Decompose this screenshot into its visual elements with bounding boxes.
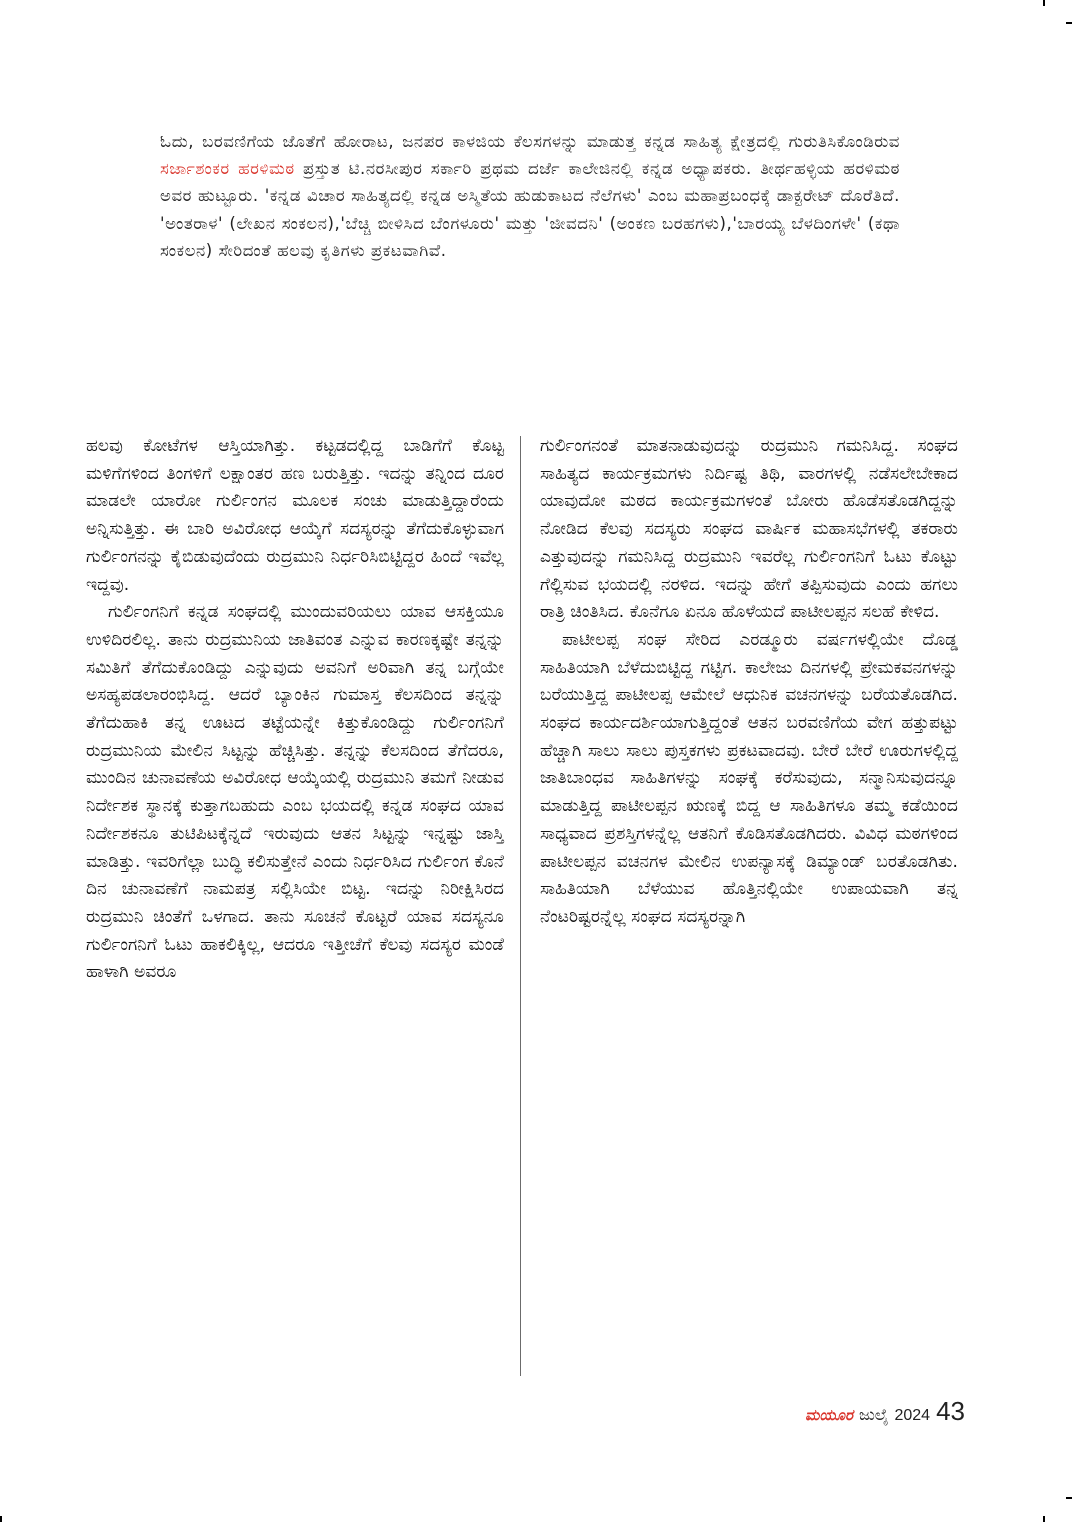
page-number: 43 xyxy=(936,1396,965,1426)
paragraph: ಗುರ್ಲಿಂಗನಿಗೆ ಕನ್ನಡ ಸಂಘದಲ್ಲಿ ಮುಂದುವರಿಯಲು ಯಾವ ಆಸಕ್ತಿಯೂ ಉಳಿದಿರಲಿಲ್ಲ. ತಾನು ರುದ್ರಮುನಿಯ ಜಾತಿವಂತ ಎನ್ನುವ ಕಾರಣಕ್ಕಷ್ಟೇ ತನ್ನನ್ನು ಸಮಿತಿಗೆ ತೆಗೆದುಕೊಂಡಿದ್ದು ಎನ್ನುವುದು ಅವನಿಗೆ ಅರಿವಾಗಿ ತನ್ನ ಬಗ್ಗೆಯೇ ಅಸಹ್ಯಪಡಲಾರಂಭಿಸಿದ್ದ. ಆದರೆ ಬ್ಯಾಂಕಿನ ಗುಮಾಸ್ತ ಕೆಲಸದಿಂದ ತನ್ನನ್ನು ತೆಗೆದುಹಾಕಿ ತನ್ನ ಊಟದ ತಟ್ಟೆಯನ್ನೇ ಕಿತ್ತುಕೊಂಡಿದ್ದು ಗುರ್ಲಿಂಗನಿಗೆ ರುದ್ರಮುನಿಯ ಮೇಲಿನ ಸಿಟ್ಟನ್ನು ಹೆಚ್ಚಿಸಿತ್ತು. ತನ್ನನ್ನು ಕೆಲಸದಿಂದ ತೆಗೆದರೂ, ಮುಂದಿನ ಚುನಾವಣೆಯ ಅವಿರೋಧ ಆಯ್ಕೆಯಲ್ಲಿ ರುದ್ರಮುನಿ ತಮಗೆ ನೀಡುವ ನಿರ್ದೇಶಕ ಸ್ಥಾನಕ್ಕೆ ಕುತ್ತಾಗಬಹುದು ಎಂಬ ಭಯದಲ್ಲಿ ಕನ್ನಡ ಸಂಘದ ಯಾವ ನಿರ್ದೇಶಕನೂ ತುಟಿಪಿಟಕ್ಕೆನ್ನದೆ ಇರುವುದು ಆತನ ಸಿಟ್ಟನ್ನು ಇನ್ನಷ್ಟು ಜಾಸ್ತಿ ಮಾಡಿತ್ತು. ಇವರಿಗೆಲ್ಲಾ ಬುದ್ಧಿ ಕಲಿಸುತ್ತೇನೆ ಎಂದು ನಿರ್ಧರಿಸಿದ ಗುರ್ಲಿಂಗ ಕೊನೆ ದಿನ ಚುನಾವಣೆಗೆ ನಾಮಪತ್ರ ಸಲ್ಲಿಸಿಯೇ ಬಿಟ್ಟ. ಇದನ್ನು ನಿರೀಕ್ಷಿಸಿರದ ರುದ್ರಮುನಿ ಚಿಂತೆಗೆ ಒಳಗಾದ. ತಾನು ಸೂಚನೆ ಕೊಟ್ಟರೆ ಯಾವ ಸದಸ್ಯನೂ ಗುರ್ಲಿಂಗನಿಗೆ ಓಟು ಹಾಕಲಿಕ್ಕಿಲ್ಲ, ಆದರೂ ಇತ್ತೀಚೆಗೆ ಕೆಲವು ಸದಸ್ಯರ ಮಂಡೆ ಹಾಳಾಗಿ ಅವರೂ xyxy=(86,602,504,983)
author-bio xyxy=(160,128,900,264)
crop-mark xyxy=(1066,22,1072,24)
page-footer xyxy=(755,1396,965,1426)
crop-mark xyxy=(1043,0,1045,6)
author-name: ಸರ್ಜಾಶಂಕರ ಹರಳಿಮಠ xyxy=(160,159,295,179)
right-column xyxy=(540,433,958,932)
crop-mark xyxy=(1043,1516,1045,1522)
crop-mark xyxy=(0,1516,2,1522)
left-column xyxy=(86,433,504,987)
bio-text-after: ಪ್ರಸ್ತುತ ಟಿ.ನರಸೀಪುರ ಸರ್ಕಾರಿ ಪ್ರಥಮ ದರ್ಜೆ ಕಾಲೇಜಿನಲ್ಲಿ ಕನ್ನಡ ಅಧ್ಯಾಪಕರು. ತೀರ್ಥಹಳ್ಳಿಯ ಹರಳಿಮಠ ಅವರ ಹುಟ್ಟೂರು. 'ಕನ್ನಡ ವಿಚಾರ ಸಾಹಿತ್ಯದಲ್ಲಿ ಕನ್ನಡ ಅಸ್ಮಿತೆಯ ಹುಡುಕಾಟದ ನೆಲೆಗಳು' ಎಂಬ ಮಹಾಪ್ರಬಂಧಕ್ಕೆ ಡಾಕ್ಟರೇಟ್ ದೊರೆತಿದೆ. 'ಅಂತರಾಳ' (ಲೇಖನ ಸಂಕಲನ),'ಬೆಚ್ಚಿ ಬೀಳಿಸಿದ ಬೆಂಗಳೂರು' ಮತ್ತು 'ಜೀವದನಿ' (ಅಂಕಣ ಬರಹಗಳು),'ಬಾರಯ್ಯ ಬೆಳದಿಂಗಳೇ' (ಕಥಾ ಸಂಕಲನ) ಸೇರಿದಂತೆ ಹಲವು ಕೃತಿಗಳು ಪ್ರಕಟವಾಗಿವೆ. xyxy=(160,159,900,260)
bio-text-before: ಓದು, ಬರವಣಿಗೆಯ ಜೊತೆಗೆ ಹೋರಾಟ, ಜನಪರ ಕಾಳಜಿಯ ಕೆಲಸಗಳನ್ನು ಮಾಡುತ್ತ ಕನ್ನಡ ಸಾಹಿತ್ಯ ಕ್ಷೇತ್ರದಲ್ಲಿ ಗುರುತಿಸಿಕೊಂಡಿರುವ xyxy=(160,132,900,151)
crop-mark xyxy=(1066,1497,1072,1499)
issue-year: 2024 xyxy=(894,1407,931,1424)
paragraph: ಗುರ್ಲಿಂಗನಂತೆ ಮಾತನಾಡುವುದನ್ನು ರುದ್ರಮುನಿ ಗಮನಿಸಿದ್ದ. ಸಂಘದ ಸಾಹಿತ್ಯದ ಕಾರ್ಯಕ್ರಮಗಳು ನಿರ್ದಿಷ್ಟ ತಿಥಿ, ವಾರಗಳಲ್ಲಿ ನಡೆಸಲೇಬೇಕಾದ ಯಾವುದೋ ಮಠದ ಕಾರ್ಯಕ್ರಮಗಳಂತೆ ಬೋರು ಹೊಡೆಸತೊಡಗಿದ್ದನ್ನು ನೋಡಿದ ಕೆಲವು ಸದಸ್ಯರು ಸಂಘದ ವಾರ್ಷಿಕ ಮಹಾಸಭೆಗಳಲ್ಲಿ ತಕರಾರು ಎತ್ತುವುದನ್ನು ಗಮನಿಸಿದ್ದ ರುದ್ರಮುನಿ ಇವರೆಲ್ಲ ಗುರ್ಲಿಂಗನಿಗೆ ಓಟು ಕೊಟ್ಟು ಗೆಲ್ಲಿಸುವ ಭಯದಲ್ಲಿ ನರಳಿದ. ಇದನ್ನು ಹೇಗೆ ತಪ್ಪಿಸುವುದು ಎಂದು ಹಗಲು ರಾತ್ರಿ ಚಿಂತಿಸಿದ. ಕೊನೆಗೂ ಏನೂ ಹೊಳೆಯದೆ ಪಾಟೀಲಪ್ಪನ ಸಲಹೆ ಕೇಳಿದ. xyxy=(540,436,958,623)
column-divider xyxy=(520,436,521,1376)
magazine-logo: ಮಯೂರ xyxy=(805,1406,853,1424)
paragraph: ಪಾಟೀಲಪ್ಪ ಸಂಘ ಸೇರಿದ ಎರಡ್ಮೂರು ವರ್ಷಗಳಲ್ಲಿಯೇ ದೊಡ್ಡ ಸಾಹಿತಿಯಾಗಿ ಬೆಳೆದುಬಿಟ್ಟಿದ್ದ ಗಟ್ಟಿಗ. ಕಾಲೇಜು ದಿನಗಳಲ್ಲಿ ಪ್ರೇಮಕವನಗಳನ್ನು ಬರೆಯುತ್ತಿದ್ದ ಪಾಟೀಲಪ್ಪ ಆಮೇಲೆ ಆಧುನಿಕ ವಚನಗಳನ್ನು ಬರೆಯತೊಡಗಿದ. ಸಂಘದ ಕಾರ್ಯದರ್ಶಿಯಾಗುತ್ತಿದ್ದಂತೆ ಆತನ ಬರವಣಿಗೆಯ ವೇಗ ಹತ್ತುಪಟ್ಟು ಹೆಚ್ಚಾಗಿ ಸಾಲು ಸಾಲು ಪುಸ್ತಕಗಳು ಪ್ರಕಟವಾದವು. ಬೇರೆ ಬೇರೆ ಊರುಗಳಲ್ಲಿದ್ದ ಜಾತಿಬಾಂಧವ ಸಾಹಿತಿಗಳನ್ನು ಸಂಘಕ್ಕೆ ಕರೆಸುವುದು, ಸನ್ಮಾನಿಸುವುದನ್ನೂ ಮಾಡುತ್ತಿದ್ದ ಪಾಟೀಲಪ್ಪನ ಋಣಕ್ಕೆ ಬಿದ್ದ ಆ ಸಾಹಿತಿಗಳೂ ತಮ್ಮ ಕಡೆಯಿಂದ ಸಾಧ್ಯವಾದ ಪ್ರಶಸ್ತಿಗಳನ್ನೆಲ್ಲ ಆತನಿಗೆ ಕೊಡಿಸತೊಡಗಿದರು. ವಿವಿಧ ಮಠಗಳಿಂದ ಪಾಟೀಲಪ್ಪನ ವಚನಗಳ ಮೇಲಿನ ಉಪನ್ಯಾಸಕ್ಕೆ ಡಿಮ್ಯಾಂಡ್ ಬರತೊಡಗಿತು. ಸಾಹಿತಿಯಾಗಿ ಬೆಳೆಯುವ ಹೊತ್ತಿನಲ್ಲಿಯೇ ಉಪಾಯವಾಗಿ ತನ್ನ ನೆಂಟರಿಷ್ಟರನ್ನೆಲ್ಲ ಸಂಘದ ಸದಸ್ಯರನ್ನಾಗಿ xyxy=(540,629,958,927)
paragraph: ಹಲವು ಕೋಟೆಗಳ ಆಸ್ತಿಯಾಗಿತ್ತು. ಕಟ್ಟಡದಲ್ಲಿದ್ದ ಬಾಡಿಗೆಗೆ ಕೊಟ್ಟ ಮಳಿಗೆಗಳಿಂದ ತಿಂಗಳಿಗೆ ಲಕ್ಷಾಂತರ ಹಣ ಬರುತ್ತಿತ್ತು. ಇದನ್ನು ತನ್ನಿಂದ ದೂರ ಮಾಡಲೇ ಯಾರೋ ಗುರ್ಲಿಂಗನ ಮೂಲಕ ಸಂಚು ಮಾಡುತ್ತಿದ್ದಾರೆಂದು ಅನ್ನಿಸುತ್ತಿತ್ತು. ಈ ಬಾರಿ ಅವಿರೋಧ ಆಯ್ಕೆಗೆ ಸದಸ್ಯರನ್ನು ತೆಗೆದುಕೊಳ್ಳುವಾಗ ಗುರ್ಲಿಂಗನನ್ನು ಕೈಬಿಡುವುದೆಂದು ರುದ್ರಮುನಿ ನಿರ್ಧರಿಸಿಬಿಟ್ಟಿದ್ದರ ಹಿಂದೆ ಇವೆಲ್ಲ ಇದ್ದವು. xyxy=(86,436,504,595)
issue-month: ಜುಲೈ xyxy=(858,1405,889,1424)
